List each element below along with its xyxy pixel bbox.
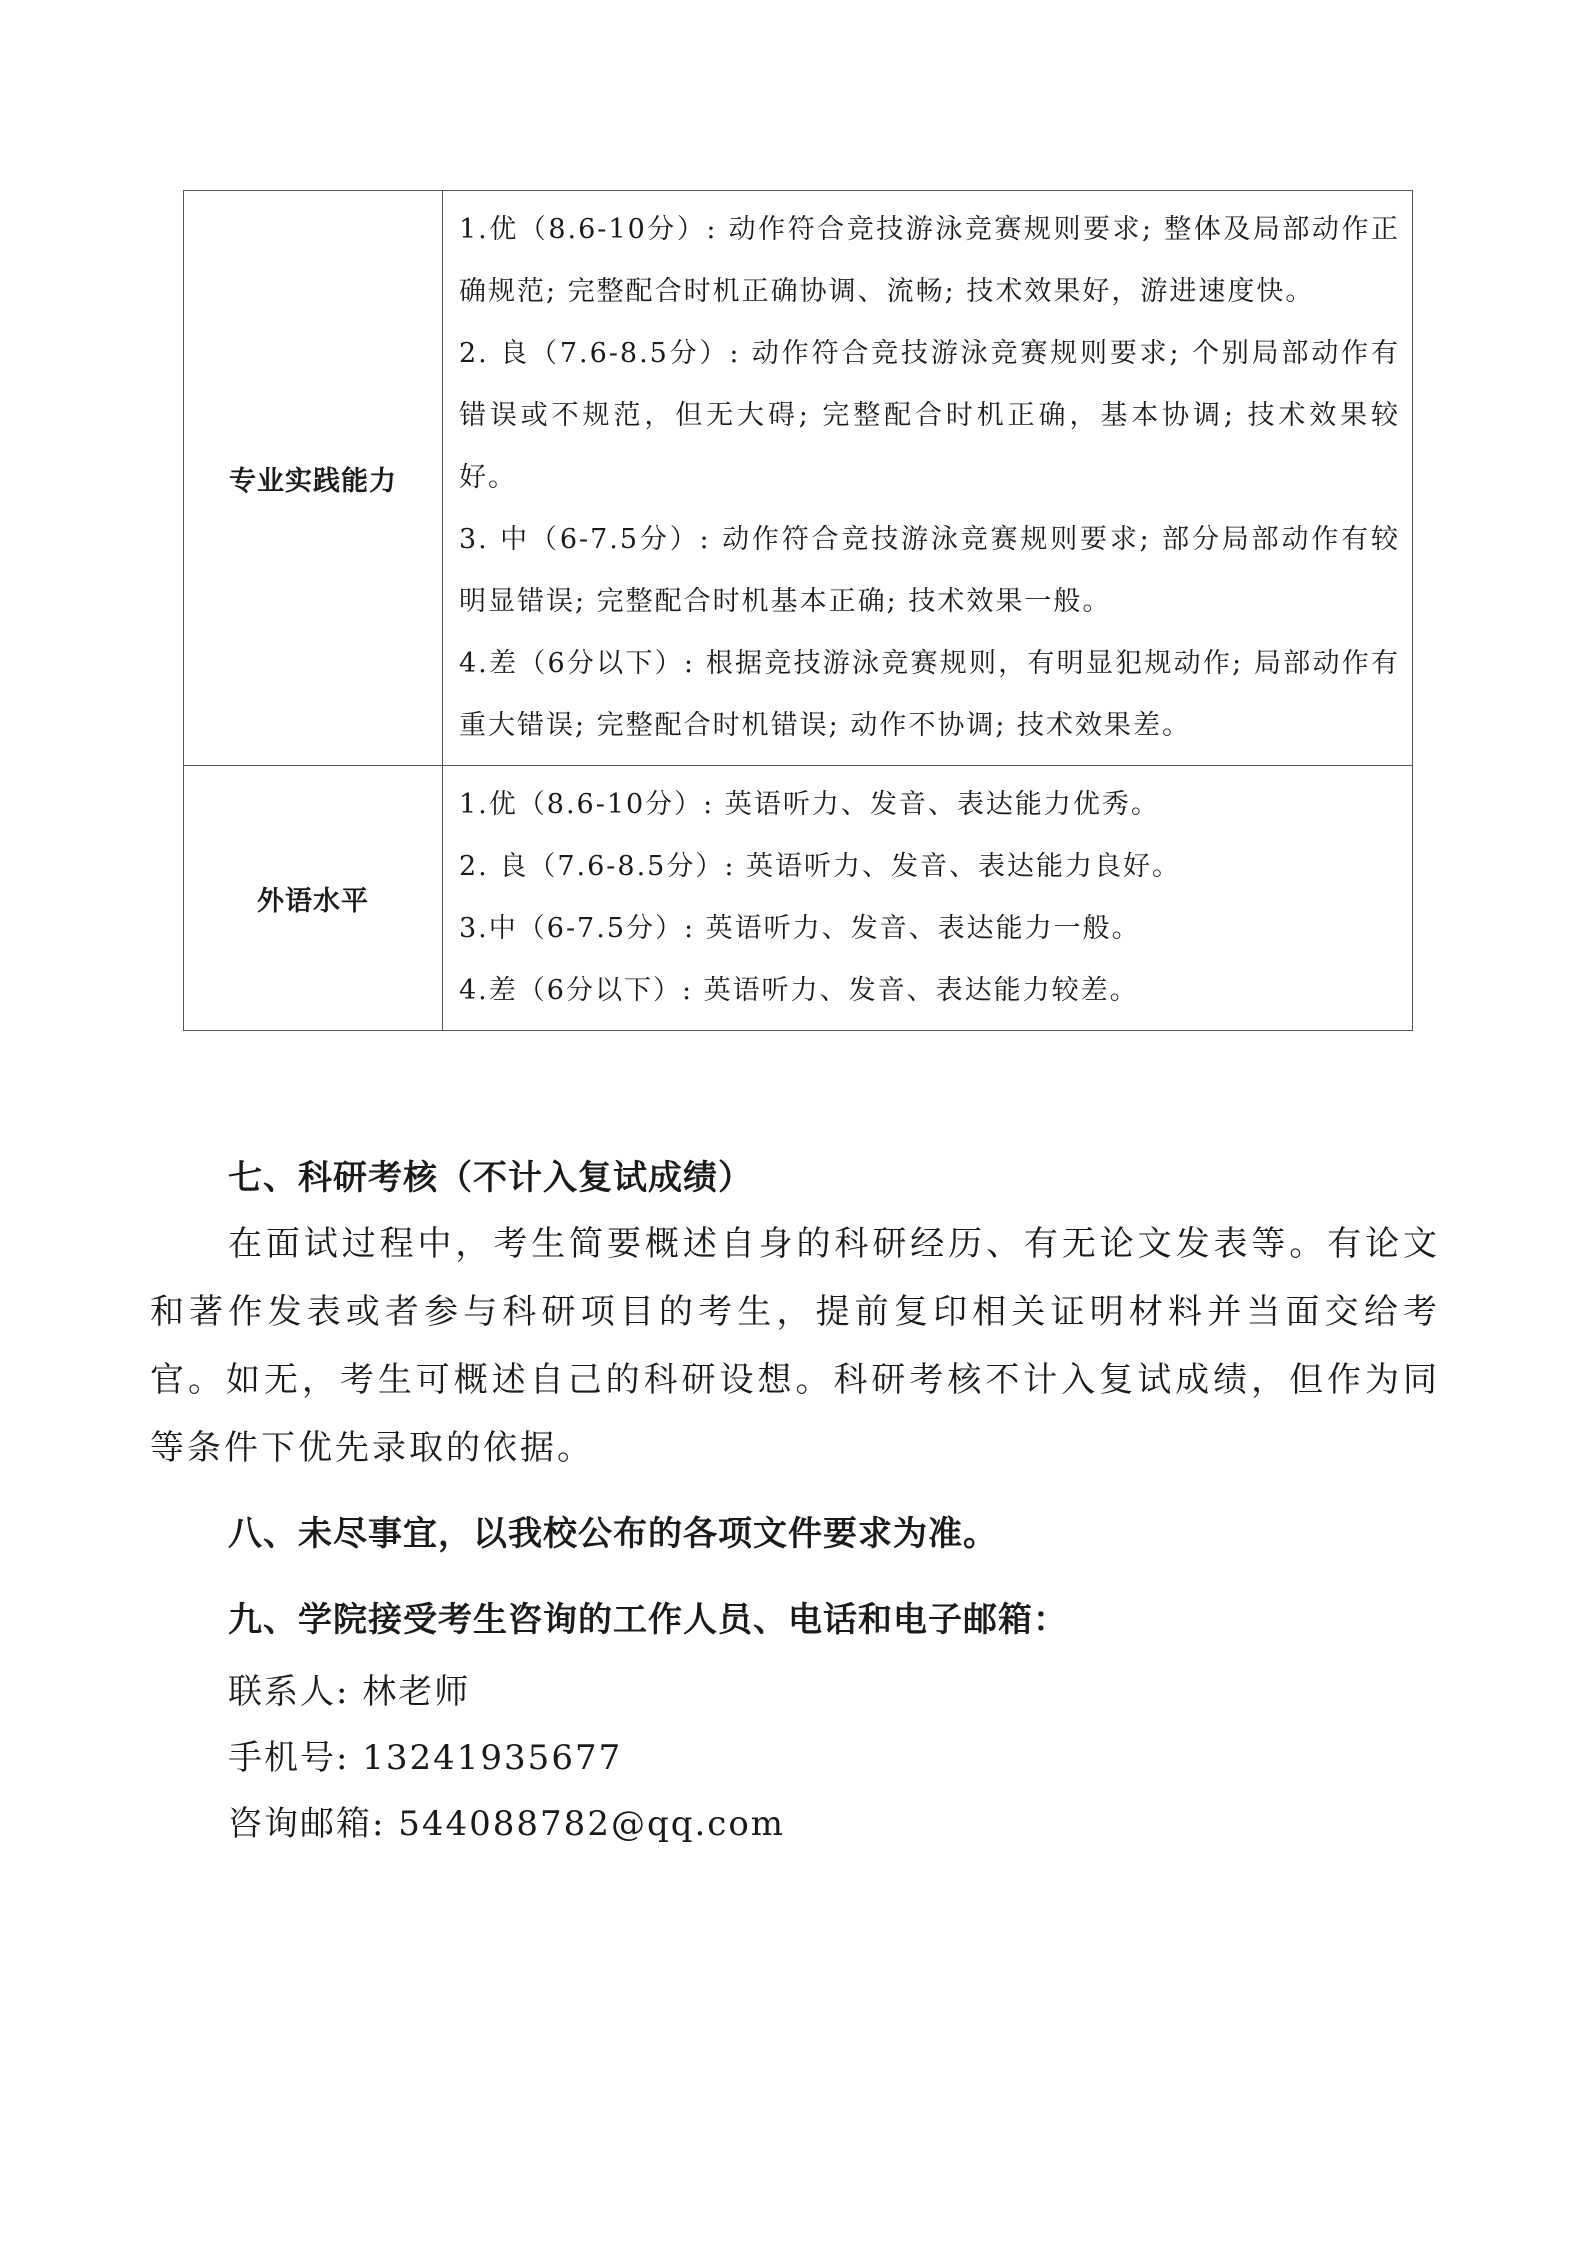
criterion-good: 2. 良（7.6-8.5分）: 英语听力、发音、表达能力良好。 [459, 851, 1182, 882]
criterion-poor: 4.差（6分以下）: 根据竞技游泳竞赛规则，有明显犯规动作; 局部动作有重大错误; 完整配合时机错误; 动作不协调; 技术效果差。 [459, 648, 1400, 741]
section9-heading: 九、学院接受考生咨询的工作人员、电话和电子邮箱： [228, 1600, 1068, 1640]
category-label: 专业实践能力 [229, 465, 397, 497]
criteria-cell [443, 766, 1413, 1031]
section8-heading: 八、未尽事宜，以我校公布的各项文件要求为准。 [228, 1514, 998, 1554]
criterion-average: 3. 中（6-7.5分）: 动作符合竞技游泳竞赛规则要求; 部分局部动作有较明显错误; 完整配合时机基本正确; 技术效果一般。 [459, 524, 1400, 617]
scoring-criteria-table [183, 190, 1413, 1031]
contact-email: 咨询邮箱: 544088782@qq.com [228, 1804, 786, 1844]
criterion-poor: 4.差（6分以下）: 英语听力、发音、表达能力较差。 [459, 975, 1139, 1006]
category-cell [184, 766, 443, 1031]
table-row [184, 766, 1413, 1031]
contact-person: 联系人: 林老师 [228, 1672, 471, 1712]
contact-phone: 手机号: 13241935677 [228, 1738, 623, 1778]
criterion-average: 3.中（6-7.5分）: 英语听力、发音、表达能力一般。 [459, 913, 1141, 944]
table-row [184, 191, 1413, 766]
criterion-good: 2. 良（7.6-8.5分）: 动作符合竞技游泳竞赛规则要求; 个别局部动作有错误或不规范，但无大碍; 完整配合时机正确，基本协调; 技术效果较好。 [459, 338, 1400, 493]
criterion-excellent: 1.优（8.6-10分）: 动作符合竞技游泳竞赛规则要求; 整体及局部动作正确规范; 完整配合时机正确协调、流畅; 技术效果好，游进速度快。 [459, 214, 1400, 307]
criteria-cell [443, 191, 1413, 766]
criterion-excellent: 1.优（8.6-10分）: 英语听力、发音、表达能力优秀。 [459, 789, 1160, 820]
category-label: 外语水平 [257, 885, 369, 917]
section7-heading: 七、科研考核（不计入复试成绩） [228, 1158, 753, 1198]
category-cell [184, 191, 443, 766]
section7-paragraph: 在面试过程中，考生简要概述自身的科研经历、有无论文发表等。有论文和著作发表或者参与科研项目的考生，提前复印相关证明材料并当面交给考官。如无，考生可概述自己的科研设想。科研考核不计入复试成绩，但作为同等条件下优先录取的依据。 [150, 1224, 1440, 1468]
